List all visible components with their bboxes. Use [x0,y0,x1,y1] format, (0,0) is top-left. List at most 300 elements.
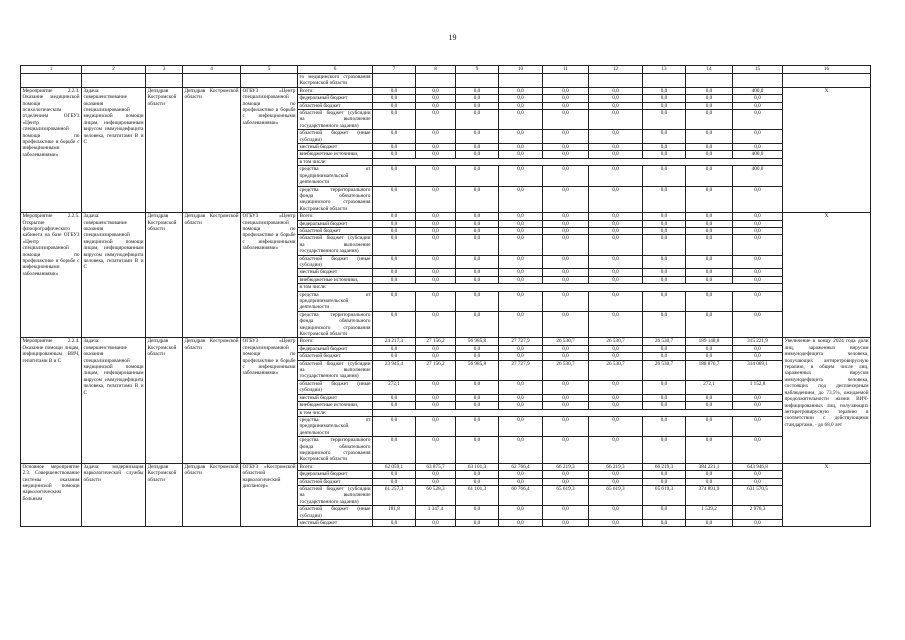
amount-cell: 0,0 [543,506,589,520]
amount-cell: 0,0 [456,394,499,401]
amount-cell: 0,0 [499,345,543,352]
amount-cell: 272,1 [686,380,733,394]
amount-cell: 0,0 [643,213,686,220]
amount-cell: 0,0 [543,151,589,158]
funding-source: в том числе: [298,409,373,416]
amount-cell: 0,0 [456,110,499,130]
amount-cell: 0,0 [499,213,543,220]
column-number: 6 [298,66,373,74]
amount-cell: 0,0 [589,269,643,276]
amount-cell: 0,0 [686,394,733,401]
amount-cell: 0,0 [686,227,733,234]
funding-source: федеральный бюджет [298,471,373,478]
participant: ОГБУЗ «Костромской областной наркологический диспансер» [241,463,298,527]
amount-cell: 181,8 [373,506,416,520]
amount-cell: 0,0 [686,520,733,527]
amount-cell: 0,0 [456,345,499,352]
amount-cell: 0,0 [373,416,416,436]
amount-cell: 0,0 [643,166,686,186]
funding-source: областной бюджет (субсидии на выполнение государственного задания) [299,110,371,129]
amount-cell: 0,0 [733,255,783,269]
empty-cell [373,158,783,165]
amount-cell: 0,0 [686,102,733,109]
amount-cell: 0,0 [543,102,589,109]
amount-cell: 0,0 [589,144,643,151]
amount-cell: 0,0 [499,311,543,338]
amount-cell: 0,0 [543,394,589,401]
funding-source: местный бюджет [298,394,373,401]
amount-cell: 0,0 [499,102,543,109]
amount-cell: 66 219,3 [543,463,589,470]
amount-cell: 60 528,3 [416,485,456,505]
amount-cell: 24 217,3 [373,338,416,345]
coordinator: Депздрав Костромской области [146,213,183,338]
amount-cell: 27 156,2 [416,360,456,380]
funding-source: средства территориального фонда обязательного медицинского страхования Костромской области [299,186,371,212]
amount-cell: 0,0 [456,416,499,436]
amount-cell: 0,0 [499,87,543,94]
amount-cell: 0,0 [499,269,543,276]
empty-cell [589,74,643,88]
participant: ОГБУЗ «Центр специализированной помощи по профилактике и борьбе с инфекционными заболеваниями» [241,213,298,338]
amount-cell: 0,0 [589,353,643,360]
amount-cell: 0,0 [499,437,543,464]
amount-cell: 0,0 [416,380,456,394]
funding-source: областной бюджет (иные субсидии) [299,255,371,268]
coordinator: Депздрав Костромской области [146,338,183,463]
amount-cell: 189 148,8 [686,338,733,345]
amount-cell: 0,0 [373,520,416,527]
amount-cell: 0,0 [686,95,733,102]
funding-source: федеральный бюджет [298,220,373,227]
amount-cell: 0,0 [416,471,456,478]
empty-cell [733,74,783,88]
amount-cell: 26 530,7 [589,338,643,345]
continuation-row [21,74,871,88]
amount-cell: 0,0 [643,102,686,109]
amount-cell: 0,0 [643,380,686,394]
amount-cell: 56 985,8 [456,338,499,345]
amount-cell: 0,0 [686,144,733,151]
amount-cell: 0,0 [543,186,589,213]
amount-cell: 0,0 [499,353,543,360]
amount-cell: 0,0 [416,102,456,109]
amount-cell: 0,0 [456,276,499,283]
amount-cell: 65 619,3 [643,485,686,505]
amount-cell: 272,1 [373,380,416,394]
amount-cell: 0,0 [416,130,456,144]
amount-cell: 0,0 [499,130,543,144]
amount-cell: 0,0 [733,144,783,151]
amount-cell: 0,0 [543,269,589,276]
amount-cell: 0,0 [589,186,643,213]
amount-cell: 65 619,3 [543,485,589,505]
budget-table [20,65,871,527]
amount-cell: 0,0 [373,471,416,478]
amount-cell: 0,0 [499,255,543,269]
funding-source: средства территориального фонда обязательного медицинского страхования Костромской области [299,311,371,338]
amount-cell: 0,0 [543,380,589,394]
amount-cell: 0,0 [416,402,456,409]
column-number: 16 [783,66,871,74]
column-number: 8 [416,66,456,74]
measure-name: Мероприятие 2.2.4. Оказание помощи лицам, инфицированным ВИЧ, гепатитами В и С [21,338,82,463]
amount-cell: 0,0 [373,144,416,151]
amount-cell: 0,0 [456,235,499,255]
amount-cell: 0,0 [373,186,416,213]
funding-source: областной бюджет (иные субсидии) [299,380,371,394]
amount-cell: 0,0 [733,437,783,464]
funding-source: в том числе: [298,158,373,165]
amount-cell: 0,0 [543,130,589,144]
amount-cell: 315 221,9 [733,338,783,345]
amount-cell: 400,0 [733,151,783,158]
amount-cell: 0,0 [499,220,543,227]
amount-cell: 0,0 [643,402,686,409]
amount-cell: 0,0 [733,102,783,109]
amount-cell: 61 101,3 [456,485,499,505]
amount-cell: 0,0 [416,269,456,276]
amount-cell: 0,0 [373,227,416,234]
column-number: 14 [686,66,733,74]
funding-source: областной бюджет [298,102,373,109]
column-number: 1 [21,66,82,74]
amount-cell: 0,0 [543,471,589,478]
amount-cell: 0,0 [543,437,589,464]
funding-source: внебюджетные источники, [298,402,373,409]
amount-cell: 0,0 [589,130,643,144]
amount-cell: 0,0 [543,235,589,255]
amount-cell: 0,0 [686,437,733,464]
amount-cell: 0,0 [589,478,643,485]
amount-cell: 0,0 [373,394,416,401]
column-number: 9 [456,66,499,74]
amount-cell: 26 530,7 [643,360,686,380]
amount-cell: 0,0 [643,520,686,527]
column-number: 12 [589,66,643,74]
amount-cell: 0,0 [373,269,416,276]
amount-cell: 0,0 [456,151,499,158]
amount-cell: 188 876,7 [686,360,733,380]
amount-cell: 0,0 [416,276,456,283]
amount-cell: 0,0 [499,227,543,234]
amount-cell: 0,0 [416,220,456,227]
amount-cell: 0,0 [686,255,733,269]
amount-cell: 0,0 [456,437,499,464]
amount-cell: 0,0 [686,345,733,352]
amount-cell: 0,0 [499,110,543,130]
amount-cell: 26 530,7 [543,360,589,380]
amount-cell: 0,0 [373,276,416,283]
amount-cell: 0,0 [499,186,543,213]
amount-cell: 0,0 [733,213,783,220]
amount-cell: 0,0 [416,353,456,360]
amount-cell: 0,0 [499,520,543,527]
amount-cell: 0,0 [589,87,643,94]
amount-cell: 0,0 [589,394,643,401]
amount-cell: 0,0 [456,269,499,276]
amount-cell: 0,0 [733,394,783,401]
amount-cell: 26 530,7 [543,338,589,345]
amount-cell: 0,0 [456,291,499,311]
amount-cell: 0,0 [686,213,733,220]
funding-source: областной бюджет [298,227,373,234]
column-number: 15 [733,66,783,74]
amount-cell: 314 069,1 [733,360,783,380]
column-number: 3 [146,66,183,74]
amount-cell: 0,0 [456,506,499,520]
amount-cell: 27 727,9 [499,360,543,380]
amount-cell: 0,0 [543,291,589,311]
amount-cell: 0,0 [373,87,416,94]
column-number: 5 [241,66,298,74]
amount-cell: 0,0 [543,478,589,485]
amount-cell: 0,0 [643,416,686,436]
amount-cell: 60 766,4 [499,485,543,505]
amount-cell: 0,0 [643,227,686,234]
amount-cell: 0,0 [643,110,686,130]
column-number: 4 [183,66,241,74]
funding-source: средства территориального фонда обязательного медицинского страхования Костромской области [299,437,371,463]
amount-cell: 0,0 [589,402,643,409]
amount-cell: 0,0 [373,151,416,158]
column-number: 10 [499,66,543,74]
amount-cell: 0,0 [543,213,589,220]
funding-source: областной бюджет [298,478,373,485]
amount-cell: 0,0 [733,345,783,352]
amount-cell: 0,0 [686,87,733,94]
amount-cell: 0,0 [499,478,543,485]
amount-cell: 0,0 [589,110,643,130]
source-label: го медицинского страхования Костромской области [299,74,371,87]
funding-source: областной бюджет (иные субсидии) [299,506,371,519]
empty-cell [783,74,871,88]
measure-name: Основное мероприятие 2.3. Совершенствование системы оказания медицинской помощи наркологическим больным [21,463,82,527]
amount-cell: 0,0 [456,471,499,478]
amount-cell: 0,0 [589,471,643,478]
column-number: 7 [373,66,416,74]
amount-cell: 0,0 [416,291,456,311]
amount-cell: 0,0 [589,416,643,436]
funding-source: федеральный бюджет [298,345,373,352]
amount-cell: 0,0 [373,291,416,311]
amount-cell: 0,0 [589,235,643,255]
amount-cell: 384 221,1 [686,463,733,470]
funding-source: средства от предпринимательской деятельности [299,166,371,186]
amount-cell: 0,0 [643,235,686,255]
amount-cell: 0,0 [373,255,416,269]
amount-cell: 0,0 [499,235,543,255]
amount-cell: 0,0 [416,151,456,158]
amount-cell: 0,0 [456,186,499,213]
amount-cell: 0,0 [543,255,589,269]
amount-cell: 63 101,3 [456,463,499,470]
amount-cell: 0,0 [589,311,643,338]
amount-cell: 0,0 [643,345,686,352]
amount-cell: 0,0 [456,220,499,227]
amount-cell: 0,0 [543,87,589,94]
amount-cell: 0,0 [456,166,499,186]
amount-cell: 0,0 [543,166,589,186]
amount-cell: 0,0 [733,220,783,227]
amount-cell: 0,0 [686,220,733,227]
amount-cell: 61 257,3 [373,485,416,505]
amount-cell: 0,0 [543,227,589,234]
amount-cell: 0,0 [733,311,783,338]
funding-source: внебюджетные источники, [298,151,373,158]
amount-cell: 0,0 [643,130,686,144]
amount-cell: 0,0 [643,255,686,269]
amount-cell: 0,0 [373,235,416,255]
amount-cell: 62 766,4 [499,463,543,470]
column-number: 2 [82,66,146,74]
amount-cell: 0,0 [499,95,543,102]
amount-cell: 0,0 [589,227,643,234]
amount-cell: 0,0 [643,269,686,276]
funding-source: в том числе: [298,284,373,291]
amount-cell: 643 946,8 [733,463,783,470]
amount-cell: 0,0 [456,478,499,485]
amount-cell: 631 570,5 [733,485,783,505]
amount-cell: 0,0 [499,394,543,401]
amount-cell: 0,0 [499,276,543,283]
amount-cell: 0,0 [543,345,589,352]
amount-cell: 374 891,9 [686,485,733,505]
amount-cell: 0,0 [499,506,543,520]
funding-source: областной бюджет (иные субсидии) [299,130,371,143]
amount-cell: 0,0 [589,291,643,311]
amount-cell: 0,0 [589,380,643,394]
amount-cell: 0,0 [543,311,589,338]
amount-cell: 0,0 [499,471,543,478]
amount-cell: 0,0 [373,345,416,352]
amount-cell: 0,0 [416,87,456,94]
amount-cell: 0,0 [456,87,499,94]
amount-cell: 0,0 [686,166,733,186]
amount-cell: 0,0 [499,402,543,409]
amount-cell: 27 727,9 [499,338,543,345]
amount-cell: 0,0 [373,353,416,360]
funding-source: Всего: [298,87,373,94]
empty-cell [416,74,456,88]
empty-cell [146,74,183,88]
amount-cell: 0,0 [373,95,416,102]
amount-cell: 1 539,2 [686,506,733,520]
amount-cell: 0,0 [543,95,589,102]
amount-cell: 0,0 [416,95,456,102]
amount-cell: 0,0 [373,110,416,130]
task: Задача: совершенствование оказания специализированной медицинской помощи лицам, инфицированным вирусом иммунодефицита человека, гепатитами В и С [82,213,146,338]
amount-cell: 26 530,7 [589,360,643,380]
amount-cell: 0,0 [499,166,543,186]
amount-cell: 0,0 [643,87,686,94]
amount-cell: 0,0 [373,130,416,144]
amount-cell: 0,0 [686,416,733,436]
funding-source: федеральный бюджет [298,95,373,102]
amount-cell: 0,0 [456,380,499,394]
task: Задача: совершенствование оказания специализированной медицинской помощи лицам, инфицированным вирусом иммунодефицита человека, гепатитами В и С [82,338,146,463]
amount-cell: 0,0 [589,506,643,520]
amount-cell: 0,0 [499,291,543,311]
amount-cell: 0,0 [543,402,589,409]
funding-source: местный бюджет [298,144,373,151]
amount-cell: 0,0 [686,151,733,158]
amount-cell: 0,0 [686,311,733,338]
amount-cell: 0,0 [456,227,499,234]
amount-cell: 0,0 [373,478,416,485]
empty-cell [373,74,416,88]
empty-cell [183,74,241,88]
amount-cell: 0,0 [643,506,686,520]
amount-cell: 56 985,8 [456,360,499,380]
amount-cell: 0,0 [733,110,783,130]
amount-cell: 0,0 [589,220,643,227]
amount-cell: 0,0 [456,144,499,151]
empty-cell [241,74,298,88]
amount-cell: 0,0 [733,471,783,478]
empty-cell [82,74,146,88]
amount-cell: 0,0 [589,151,643,158]
coordinator: Депздрав Костромской области [146,87,183,212]
participant: ОГБУЗ «Центр специализированной помощи по профилактике и борьбе с инфекционными заболеваниями» [241,338,298,463]
expected-result: Увеличение к концу 2024 года доли лиц, зараженных вирусом иммунодефицита человека, получающих антиретровирусную терапию, в общем числе лиц, зараженных вирусом иммунодефицита человека, состоящих под диспансерным наблюдением, до 73,5%, ожидаемой продолжительности жизни ВИЧ-инфицированных лиц, получающих антиретровирусную терапию в соответствии с действующими стандартами, - до 68,0 лет [783,338,871,463]
amount-cell: 0,0 [733,95,783,102]
amount-cell: 0,0 [643,220,686,227]
amount-cell: 0,0 [733,402,783,409]
amount-cell: 0,0 [643,394,686,401]
amount-cell: 0,0 [373,311,416,338]
amount-cell: 0,0 [686,110,733,130]
amount-cell: 0,0 [373,213,416,220]
amount-cell: 0,0 [416,186,456,213]
amount-cell: 0,0 [643,478,686,485]
amount-cell: 0,0 [733,269,783,276]
amount-cell: 0,0 [643,276,686,283]
amount-cell: 0,0 [416,110,456,130]
empty-cell [373,409,783,416]
amount-cell: 0,0 [686,471,733,478]
empty-cell [456,74,499,88]
amount-cell: 0,0 [686,478,733,485]
amount-cell: 0,0 [456,402,499,409]
amount-cell: 0,0 [589,213,643,220]
participant: ОГБУЗ «Центр специализированной помощи по профилактике и борьбе с инфекционными заболеваниями» [241,87,298,212]
amount-cell: 23 945,4 [373,360,416,380]
empty-cell [543,74,589,88]
executor: Депздрав Костромской области [183,87,241,212]
amount-cell: 0,0 [733,276,783,283]
column-number: 13 [643,66,686,74]
amount-cell: 0,0 [456,255,499,269]
amount-cell: 0,0 [416,227,456,234]
amount-cell: 0,0 [643,353,686,360]
amount-cell: 0,0 [543,144,589,151]
empty-cell [643,74,686,88]
funding-source: местный бюджет [298,269,373,276]
column-number-row [21,66,871,74]
amount-cell: 0,0 [643,186,686,213]
amount-cell: 0,0 [686,130,733,144]
amount-cell: 0,0 [499,380,543,394]
amount-cell: 0,0 [373,437,416,464]
amount-cell: 0,0 [416,478,456,485]
amount-cell: 0,0 [589,520,643,527]
amount-cell: 2 976,3 [733,506,783,520]
funding-source: областной бюджет (субсидии на выполнение государственного задания) [299,235,371,255]
amount-cell: 0,0 [416,144,456,151]
empty-cell [499,74,543,88]
amount-cell: 1 152,8 [733,380,783,394]
